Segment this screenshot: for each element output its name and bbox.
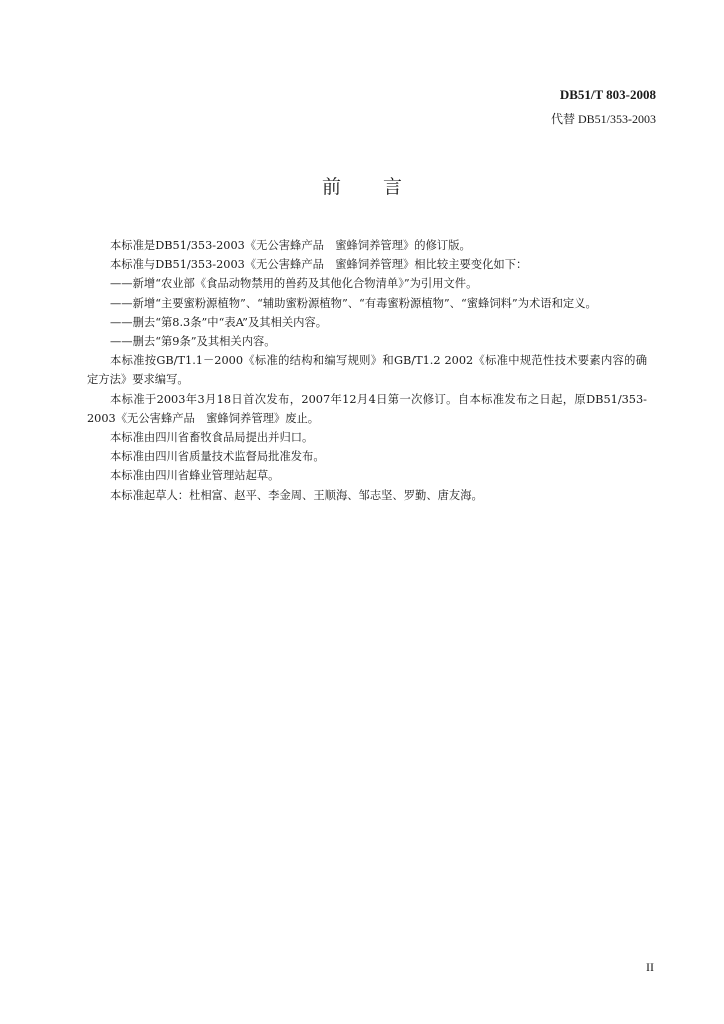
- foreword-body: [87, 236, 647, 505]
- paragraph: 本标准于2003年3月18日首次发布，2007年12月4日第一次修订。自本标准发布之日起，原DB51/353-2003《无公害蜂产品 蜜蜂饲养管理》废止。: [87, 392, 647, 425]
- paragraph: 本标准起草人：杜相富、赵平、李金周、王顺海、邹志坚、罗勤、唐友海。: [110, 488, 483, 502]
- standard-code: DB51/T 803-2008: [559, 87, 656, 102]
- paragraph: 本标准与DB51/353-2003《无公害蜂产品 蜜蜂饲养管理》相比较主要变化如下：: [110, 258, 528, 272]
- paragraph: ——删去“第9条”及其相关内容。: [110, 335, 276, 349]
- paragraph: 本标准由四川省蜂业管理站起草。: [110, 469, 280, 483]
- paragraph: 本标准是DB51/353-2003《无公害蜂产品 蜜蜂饲养管理》的修订版。: [110, 239, 471, 252]
- paragraph: ——新增“农业部《食品动物禁用的兽药及其他化合物清单》”为引用文件。: [110, 277, 478, 291]
- page-number: II: [646, 960, 654, 974]
- paragraph: 本标准按GB/T1.1－2000《标准的结构和编写规则》和GB/T1.2 2002《标准中规范性技术要素内容的确定方法》要求编写。: [87, 354, 647, 387]
- paragraph: ——删去“第8.3条”中“表A”及其相关内容。: [110, 315, 328, 329]
- paragraph: ——新增“主要蜜粉源植物”、“辅助蜜粉源植物”、“有毒蜜粉源植物”、“蜜蜂饲料”为术语和定义。: [110, 296, 597, 310]
- paragraph: 本标准由四川省畜牧食品局提出并归口。: [110, 431, 314, 445]
- replaces-code: 代替 DB51/353-2003: [550, 112, 656, 126]
- paragraph: 本标准由四川省质量技术监督局批准发布。: [110, 450, 325, 464]
- page-title: 前言: [321, 176, 444, 198]
